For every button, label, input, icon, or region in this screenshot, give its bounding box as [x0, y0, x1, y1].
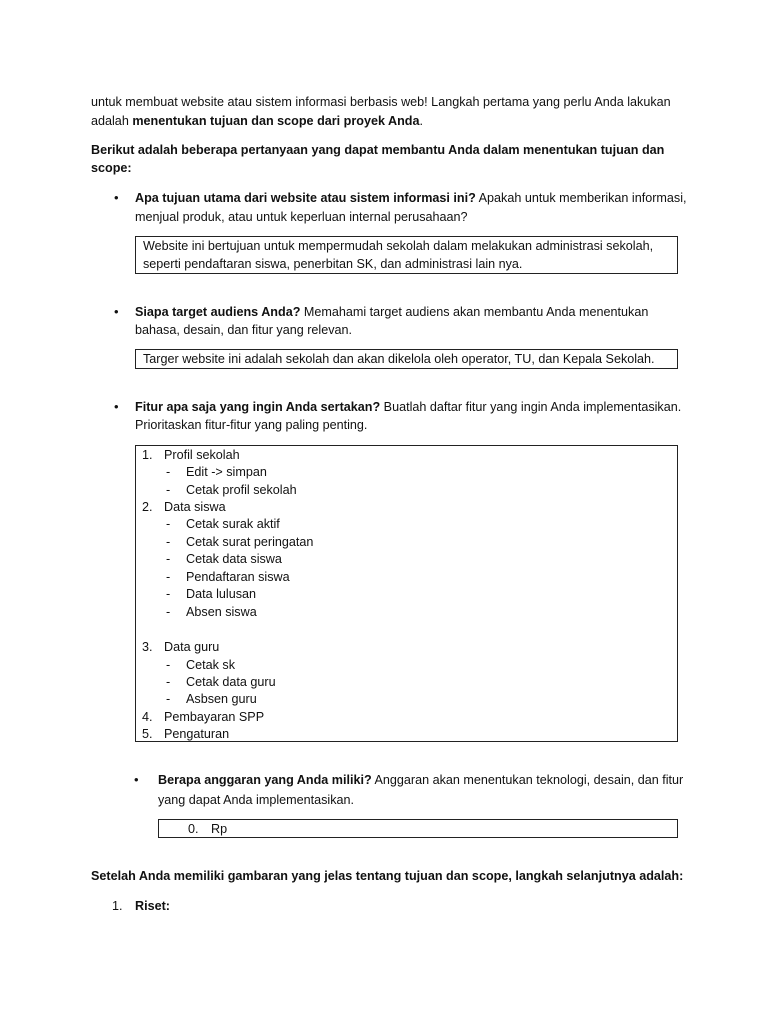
- q4-line-1: Berapa anggaran yang Anda miliki? Anggaran akan menentukan teknologi, desain, dan fitur: [158, 773, 684, 787]
- feature-item: Pengaturan: [164, 727, 230, 741]
- q3-line-1: Fitur apa saja yang ingin Anda sertakan? Buatlah daftar fitur yang ingin Anda implementasikan.: [135, 400, 682, 414]
- feature-sub-item: Asbsen guru: [186, 692, 257, 706]
- feature-item: Pembayaran SPP: [164, 710, 265, 724]
- feature-sub-item: Cetak surat peringatan: [186, 535, 314, 549]
- questions-heading-line-1: Berikut adalah beberapa pertanyaan yang dapat membantu Anda dalam menentukan tujuan dan: [91, 143, 665, 157]
- dash-icon: -: [166, 658, 171, 672]
- q3-line-2: Prioritaskan fitur-fitur yang paling penting.: [135, 418, 368, 432]
- closing-heading: Setelah Anda memiliki gambaran yang jelas tentang tujuan dan scope, langkah selanjutnya adalah:: [91, 869, 684, 883]
- q2-answer-box: [135, 349, 678, 369]
- dash-icon: -: [166, 570, 171, 584]
- feature-number: 4.: [142, 710, 153, 724]
- feature-sub-item: Cetak data siswa: [186, 552, 282, 566]
- q2-answer-text: Targer website ini adalah sekolah dan akan dikelola oleh operator, TU, dan Kepala Sekolah.: [143, 352, 655, 366]
- feature-number: 2.: [142, 500, 153, 514]
- dash-icon: -: [166, 605, 171, 619]
- feature-sub-item: Pendaftaran siswa: [186, 570, 290, 584]
- feature-number: 3.: [142, 640, 153, 654]
- features-list-box: [135, 445, 678, 742]
- intro-line-2: adalah menentukan tujuan dan scope dari proyek Anda.: [91, 114, 423, 128]
- q2-line-2: bahasa, desain, dan fitur yang relevan.: [135, 323, 353, 337]
- q1-answer-line-1: Website ini bertujuan untuk mempermudah sekolah dalam melakukan administrasi sekolah,: [143, 239, 654, 253]
- q4-line-2: yang dapat Anda implementasikan.: [158, 793, 355, 807]
- bullet-icon: •: [114, 304, 119, 319]
- dash-icon: -: [166, 483, 171, 497]
- bullet-icon: •: [134, 772, 139, 787]
- dash-icon: -: [166, 517, 171, 531]
- feature-number: 1.: [142, 448, 153, 462]
- feature-item: Data guru: [164, 640, 220, 654]
- budget-answer: Rp: [211, 822, 228, 836]
- bullet-icon: •: [114, 399, 119, 414]
- dash-icon: -: [166, 675, 171, 689]
- step-number: 1.: [112, 899, 123, 913]
- q1-line-2: menjual produk, atau untuk keperluan internal perusahaan?: [135, 210, 468, 224]
- feature-item: Profil sekolah: [164, 448, 240, 462]
- feature-sub-item: Cetak sk: [186, 658, 235, 672]
- step-label: Riset:: [135, 899, 170, 913]
- dash-icon: -: [166, 465, 171, 479]
- questions-heading-line-2: scope:: [91, 161, 132, 175]
- feature-number: 5.: [142, 727, 153, 741]
- feature-sub-item: Data lulusan: [186, 587, 257, 601]
- q4-answer-box: [158, 819, 678, 838]
- feature-item: Data siswa: [164, 500, 226, 514]
- dash-icon: -: [166, 692, 171, 706]
- dash-icon: -: [166, 552, 171, 566]
- feature-sub-item: Absen siswa: [186, 605, 257, 619]
- feature-sub-item: Cetak data guru: [186, 675, 276, 689]
- intro-emphasis: menentukan tujuan dan scope dari proyek Anda: [132, 114, 420, 128]
- feature-sub-item: Cetak profil sekolah: [186, 483, 297, 497]
- dash-icon: -: [166, 535, 171, 549]
- answer-number: 0.: [188, 822, 199, 836]
- bullet-icon: •: [114, 190, 119, 205]
- intro-line-1: untuk membuat website atau sistem informasi berbasis web! Langkah pertama yang perlu Anda lakukan: [91, 95, 671, 109]
- q1-answer-box: [135, 236, 678, 274]
- feature-sub-item: Cetak surak aktif: [186, 517, 280, 531]
- feature-sub-item: Edit -> simpan: [186, 465, 267, 479]
- q2-line-1: Siapa target audiens Anda? Memahami target audiens akan membantu Anda menentukan: [135, 305, 649, 319]
- q1-line-1: Apa tujuan utama dari website atau sistem informasi ini? Apakah untuk memberikan informasi,: [135, 191, 687, 205]
- q1-answer-line-2: seperti pendaftaran siswa, penerbitan SK, dan administrasi lain nya.: [143, 257, 523, 271]
- dash-icon: -: [166, 587, 171, 601]
